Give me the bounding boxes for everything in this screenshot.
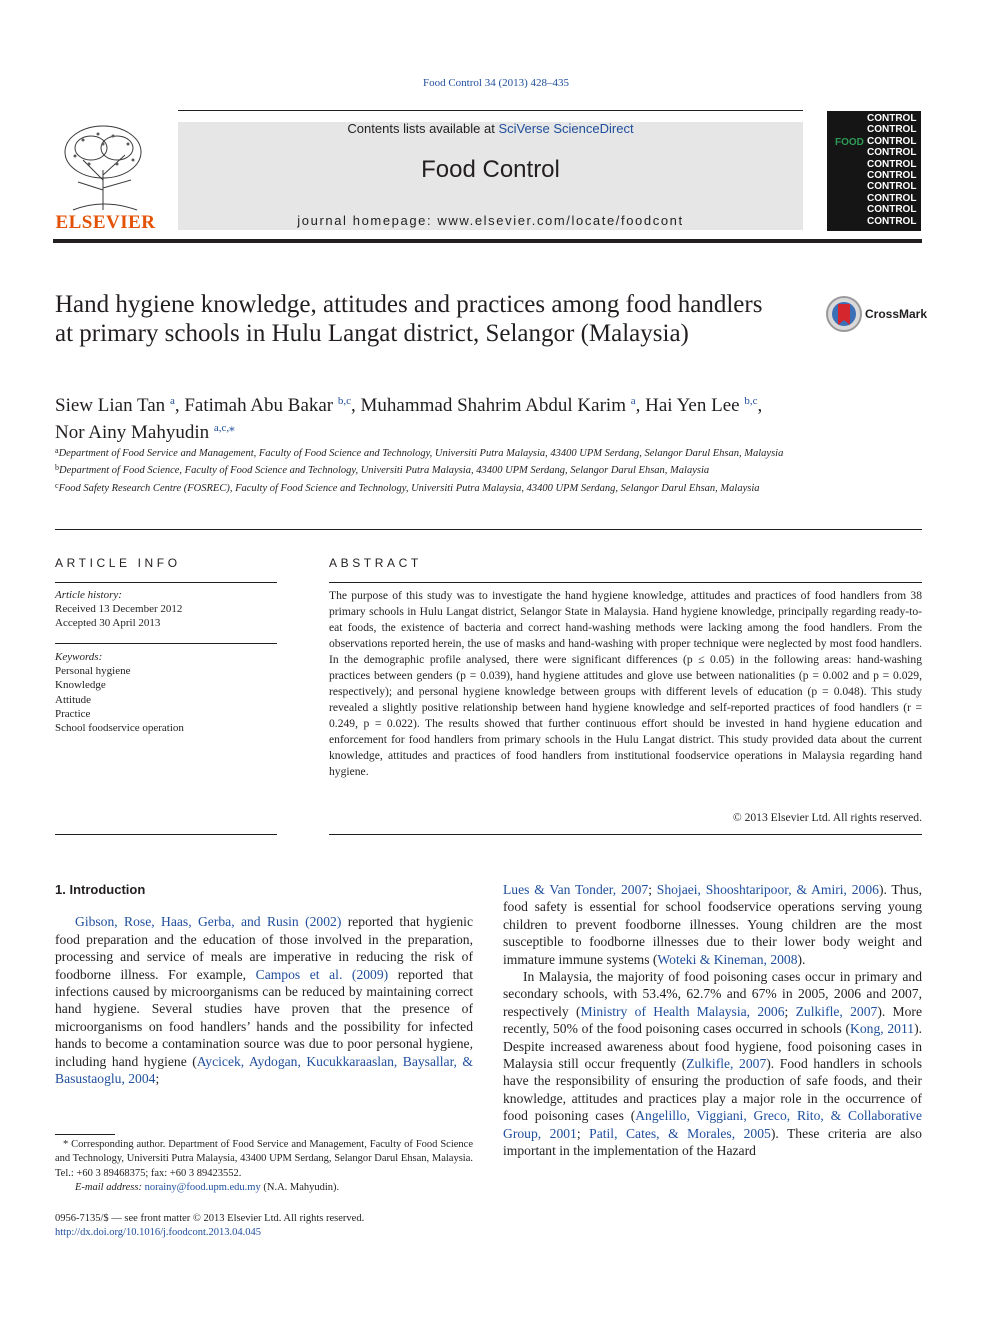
divider: [55, 643, 277, 644]
email-link[interactable]: norainy@food.upm.edu.my: [144, 1181, 261, 1193]
paragraph: [503, 881, 922, 968]
body-text: reported that hygienic food preparation and the education of those involved in the preparation, processing and service of meals are imperative in reducing the risk of foodborne illness. For example,: [55, 914, 473, 982]
journal-citation: Food Control 34 (2013) 428–435: [422, 77, 570, 89]
affiliation-text: Department of Food Service and Management, Faculty of Food Science and Technology, Universiti Putra Malaysia, 43400 UPM Serdang, Selangor Darul Ehsan, Malaysia: [58, 448, 784, 459]
corresponding-author-footnote: [55, 1138, 473, 1195]
author-name: Nor Ainy Mahyudin: [55, 422, 210, 443]
keywords: [55, 650, 277, 735]
citation-link[interactable]: Aycicek, Aydogan, Kucukkaraaslan, Baysallar, & Basustaoglu, 2004: [55, 1053, 473, 1087]
footnote-rule: [55, 1134, 115, 1135]
citation-link[interactable]: Shojaei, Shooshtaripoor, & Amiri, 2006: [656, 882, 879, 897]
header-rule: [178, 110, 803, 111]
affiliation-key: a: [55, 446, 59, 455]
affiliation-item: [55, 444, 805, 461]
affiliations: [55, 444, 805, 496]
cover-control-word: CONTROL: [867, 204, 917, 216]
divider: [329, 834, 922, 835]
received-date: Received 13 December 2012: [55, 603, 183, 616]
body-left-column: [55, 881, 473, 1087]
affiliation-item: [55, 479, 805, 496]
citation-link[interactable]: Zulkifle, 2007: [795, 1003, 878, 1019]
citation-link[interactable]: Woteki & Kineman, 2008: [657, 951, 798, 967]
email-label: E-mail address:: [75, 1181, 142, 1193]
journal-title: Food Control: [421, 156, 560, 183]
cover-control-word: CONTROL: [867, 113, 917, 124]
issn-line: 0956-7135/$ — see front matter © 2013 Elsevier Ltd. All rights reserved.: [55, 1213, 365, 1224]
cover-control-word: CONTROL: [867, 135, 917, 147]
body-text: ). Food handlers in schools have the responsibility of ensuring the production of safe foods, and their knowledge, attitudes and practices play a major role in the occurrence of food poisoning cases (: [503, 1056, 922, 1124]
doi-link[interactable]: http://dx.doi.org/10.1016/j.foodcont.2013.04.045: [55, 1227, 262, 1239]
divider: [55, 834, 277, 835]
body-text: ). Thus, food safety is essential for school foodservice operations serving young children to prevent foodborne illnesses. Young children are the most susceptible to foodborne illnesses due to their lower body weight and immature immune systems (: [503, 882, 922, 967]
crossmark-label: CrossMark: [865, 307, 928, 321]
cover-control-word: CONTROL: [867, 170, 917, 181]
paragraph: [55, 913, 473, 1087]
author-separator: ,: [757, 395, 763, 416]
body-text: reported that infections caused by microorganisms can be reduced by maintaining correct hand hygiene. Several studies have proven that the presence of microorganisms on food handlers’ hands and the possibility for infected hands to become a contamination source was due to poor personal hygiene, including hand hygiene (: [55, 966, 473, 1069]
header-thick-rule: [53, 239, 922, 243]
crossmark-badge[interactable]: [825, 295, 928, 335]
cover-control-word: CONTROL: [867, 181, 917, 193]
affiliation-text: Department of Food Science, Faculty of Food Science and Technology, Universiti Putra Malaysia, 43400 UPM Serdang, Selangor Darul Ehsan, Malaysia: [59, 465, 710, 477]
cover-food-label: FOOD: [835, 137, 864, 148]
citation-link[interactable]: Patil, Cates, & Morales, 2005: [589, 1125, 771, 1141]
body-text: ). More recently, 50% of the food poisoning cases occurred in schools (: [503, 1003, 922, 1037]
author-separator: ,: [351, 395, 361, 416]
body-text: ;: [155, 1071, 160, 1087]
citation-link[interactable]: Zulkifle, 2007: [686, 1056, 767, 1072]
affiliation-item: [55, 461, 805, 478]
author-affiliation-mark[interactable]: b,c: [744, 395, 758, 407]
footnote-text: Corresponding author. Department of Food Service and Management, Faculty of Food Science and Technology, Universiti Putra Malaysia, 43400 UPM Serdang, Selangor Darul Ehsan, Malaysia. Tel.: +60 3 89468375; fax: +60 3 89423552.: [55, 1139, 473, 1179]
affiliation-text: Food Safety Research Centre (FOSREC), Faculty of Food Science and Technology, Universiti Putra Malaysia, 43400 UPM Serdang, Selangor Darul Ehsan, Malaysia: [58, 482, 760, 494]
body-text: ). Despite increased awareness about food hygiene, food poisoning cases in Malaysia still occur frequently (: [503, 1021, 922, 1072]
author-separator: ,: [174, 395, 185, 416]
journal-cover-image: [827, 111, 921, 231]
author-affiliation-mark[interactable]: a: [169, 395, 175, 407]
contents-line: [178, 121, 803, 136]
citation-link[interactable]: Gibson, Rose, Haas, Gerba, and Rusin (2002): [75, 914, 342, 930]
author-affiliation-mark[interactable]: b,c: [337, 395, 352, 407]
citation-link[interactable]: Angelillo, Viggiani, Greco, Rito, & Collaborative Group, 2001: [503, 1108, 922, 1141]
page-footer: [55, 1212, 555, 1241]
crossmark-icon: [825, 295, 863, 333]
body-right-column: [503, 881, 922, 1160]
body-text: ). These criteria are also important in the implementation of the Hazard: [503, 1125, 922, 1159]
cover-control-word: CONTROL: [867, 215, 917, 227]
keyword-item: School foodservice operation: [55, 722, 184, 735]
contents-prefix: Contents lists available at: [347, 121, 499, 136]
divider: [329, 582, 922, 583]
keyword-item: Knowledge: [55, 679, 106, 692]
keyword-item: Attitude: [55, 693, 92, 706]
article-title: Hand hygiene knowledge, attitudes and practices among food handlers at primary schools in Hulu Langat district, Selangor (Malaysia): [55, 291, 763, 347]
body-text: ;: [576, 1125, 590, 1141]
body-text: ).: [797, 951, 806, 967]
body-text: In Malaysia, the majority of food poisoning cases occur in primary and secondary schools, with 53.4%, 62.7% and 67% in 2005, 2006 and 2007, respectively (: [503, 969, 922, 1019]
article-history: [55, 588, 277, 631]
affiliation-key: b: [55, 463, 59, 473]
abstract-text: The purpose of this study was to investigate the hand hygiene knowledge, attitudes and practices of food handlers from 38 primary schools in Hulu Langat district, Selangor State in Malaysia. Hand hygiene knowledge, principally regarding ready-to-eat foods, the existence of bacteria and correct hand-washing methods were lacking among the food handlers. From the observations reported herein, the use of masks and hand-washing with proper technique were neglected by most food handlers. In the demographic profile analysed, there were significant differences (p ≤ 0.05) in the following areas: hand-washing practices between genders (p = 0.039), hand hygiene attitudes and glove use between nationalities (p = 0.002 and p = 0.029, respectively); and personal hygiene knowledge between groups with different levels of education (p = 0.048). This study revealed a slightly positive relationship between hand hygiene knowledge and self-reported practices of food handlers (r = 0.249, p = 0.022). The results showed that further continuous effort should be invested in hand hygiene education and enforcement for food handlers from primary schools in the Hulu Langat district. This study provided data about the current knowledge, attitudes and practices of food handlers from institutional foodservice operations in Malaysia regarding hand hygiene.: [329, 589, 922, 778]
keyword-item: Personal hygiene: [55, 665, 131, 678]
author-list: [55, 390, 915, 444]
publisher-name: ELSEVIER: [55, 212, 156, 233]
affiliation-key: c: [55, 480, 59, 490]
author-name: Fatimah Abu Bakar: [184, 395, 334, 416]
email-suffix: (N.A. Mahyudin).: [260, 1181, 340, 1193]
abstract-copyright: © 2013 Elsevier Ltd. All rights reserved.: [732, 811, 922, 824]
citation-link[interactable]: Campos et al. (2009): [255, 966, 389, 982]
author-name: Siew Lian Tan: [55, 395, 166, 416]
author-name: Muhammad Shahrim Abdul Karim: [360, 395, 626, 416]
body-text: ;: [784, 1003, 796, 1019]
citation-link[interactable]: Kong, 2011: [850, 1021, 915, 1037]
divider: [55, 529, 922, 530]
paragraph: [503, 968, 922, 1159]
author-name: Hai Yen Lee: [645, 395, 740, 416]
author-separator: ,: [635, 395, 646, 416]
author-affiliation-mark[interactable]: a: [630, 395, 636, 407]
history-label: Article history:: [55, 589, 122, 601]
body-text: ;: [648, 882, 657, 897]
footnote-star: *: [63, 1139, 69, 1150]
section-heading: 1. Introduction: [55, 882, 146, 897]
divider: [55, 582, 277, 583]
citation-link[interactable]: Lues & Van Tonder, 2007: [503, 882, 649, 897]
journal-homepage[interactable]: journal homepage: www.elsevier.com/locate/foodcont: [297, 213, 684, 228]
author-affiliation-mark[interactable]: a,c,⁎: [213, 422, 235, 434]
citation-link[interactable]: Ministry of Health Malaysia, 2006: [580, 1003, 785, 1019]
accepted-date: Accepted 30 April 2013: [55, 617, 161, 630]
cover-control-word: CONTROL: [867, 192, 917, 204]
cover-control-word: CONTROL: [867, 158, 917, 170]
sciencedirect-link[interactable]: SciVerse ScienceDirect: [498, 121, 634, 136]
abstract-heading: ABSTRACT: [329, 556, 422, 570]
cover-control-word: CONTROL: [867, 124, 917, 136]
keyword-item: Practice: [55, 707, 91, 720]
article-info-heading: ARTICLE INFO: [55, 556, 181, 570]
cover-control-word: CONTROL: [867, 147, 917, 159]
keywords-label: Keywords:: [55, 651, 103, 663]
